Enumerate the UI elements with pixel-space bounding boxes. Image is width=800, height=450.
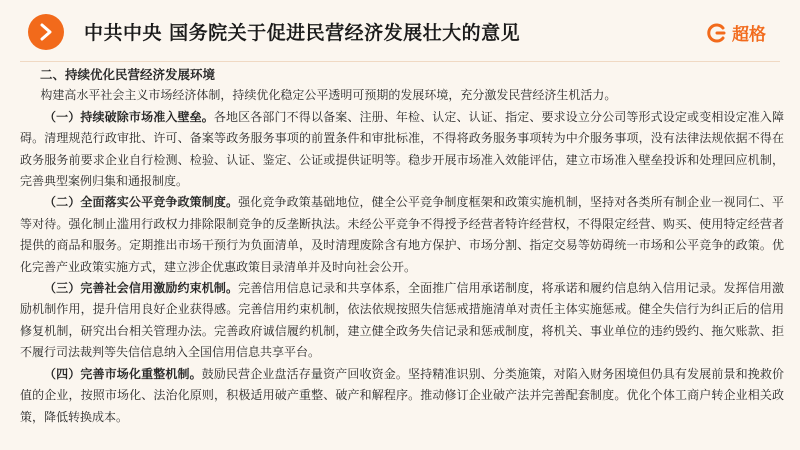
section-intro: 构建高水平社会主义市场经济体制，持续优化稳定公平透明可预期的发展环境，充分激发民营经济生机活力。 (40, 88, 617, 103)
paragraph-body: 强化竞争政策基础地位，健全公平竞争制度框架和政策实施机制，坚持对各类所有制企业一视同仁、平等对待。强化制止滥用行政权力排除限制竞争的反垄断执法。未经公平竞争不得授予经营者特许经营权，不得限定经营、购买、使用特定经营者提供的商品和服务。定期推出市场干预行为负面清单，及时清理废除含有地方保护、市场分割、指定交易等妨碍统一市场和公平竞争的政策。优化完善产业政策实施方式，建立涉企优惠政策目录清单并及时向社会公开。 (20, 195, 784, 274)
paragraph-item (20, 107, 784, 193)
paragraph-heading: （四）完善市场化重整机制。 (44, 366, 202, 381)
header-bar (0, 0, 800, 62)
document-body (20, 64, 784, 428)
brand-logo-icon (706, 22, 728, 44)
header-badge (28, 14, 64, 50)
paragraph-heading: （三）完善社会信用激励约束机制。 (44, 281, 239, 296)
paragraph-item (20, 192, 784, 278)
brand-name: 超格 (732, 25, 766, 45)
header-divider (20, 61, 780, 62)
brand-logo (706, 20, 766, 45)
section-title: 二、持续优化民营经济发展环境 (40, 67, 216, 82)
paragraph-item (20, 364, 784, 428)
paragraph-body: 鼓励民营企业盘活存量资产回收资金。坚持精准识别、分类施策，对陷入财务困境但仍具有发展前景和挽救价值的企业，按照市场化、法治化原则，积极适用破产重整、破产和解程序。推动修订企业破产法并完善配套制度。优化个体工商户转企业相关政策，降低转换成本。 (20, 366, 784, 424)
paragraph-heading: （二）全面落实公平竞争政策制度。 (44, 195, 239, 210)
chevron-right-icon (36, 22, 56, 42)
paragraph-body: 各地区各部门不得以备案、注册、年检、认定、认证、指定、要求设立分公司等形式设定或变相设定准入障碍。清理规范行政审批、许可、备案等政务服务事项的前置条件和审批标准，不得将政务服务事项转为中介服务事项，没有法律法规依据不得在政务服务前要求企业自行检测、检验、认证、鉴定、公证或提供证明等。稳步开展市场准入效能评估，建立市场准入壁垒投诉和处理回应机制，完善典型案例归集和通报制度。 (20, 109, 784, 189)
page-title: 中共中央 国务院关于促进民营经济发展壮大的意见 (84, 22, 521, 44)
paragraph-item (20, 278, 784, 364)
paragraph-body: 完善信用信息记录和共享体系，全面推广信用承诺制度，将承诺和履约信息纳入信用记录。发挥信用激励机制作用，提升信用良好企业获得感。完善信用约束机制，依法依规按照失信惩戒措施清单对责任主体实施惩戒。健全失信行为纠正后的信用修复机制，研究出台相关管理办法。完善政府诚信履约机制，建立健全政务失信记录和惩戒制度，将机关、事业单位的违约毁约、拖欠账款、拒不履行司法裁判等失信信息纳入全国信用信息共享平台。 (20, 281, 784, 360)
paragraph-heading: （一）持续破除市场准入壁垒。 (44, 109, 214, 124)
